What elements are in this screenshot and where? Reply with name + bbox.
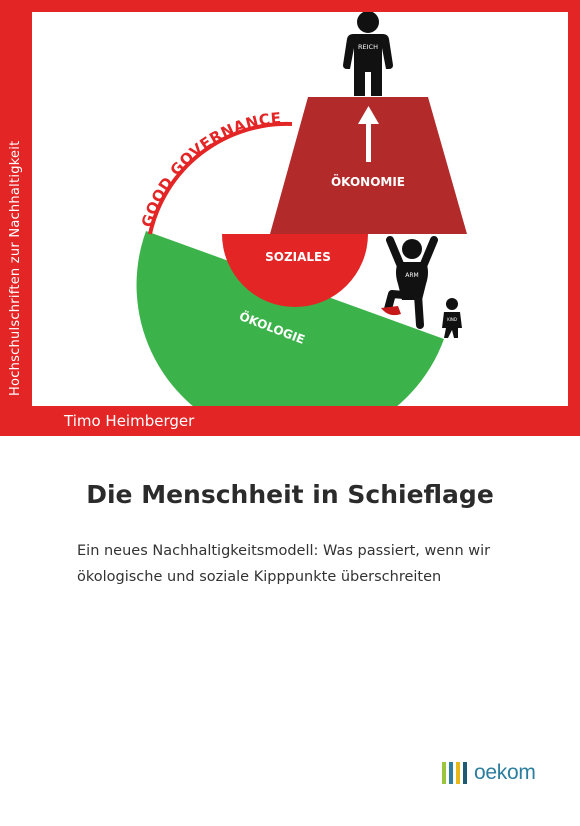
governance-label: GOOD GOVERNANCE: [137, 108, 283, 230]
person-rich-icon: [343, 12, 393, 96]
book-title: Die Menschheit in Schieflage: [86, 480, 494, 509]
logo-bar-icon: [456, 762, 460, 784]
sustainability-model-illustration: [32, 12, 568, 406]
child-icon: [442, 298, 462, 338]
subtitle-line: Ein neues Nachhaltigkeitsmodell: Was passiert, wenn wir: [77, 543, 491, 559]
logo-bar-icon: [463, 762, 467, 784]
soziales-label: SOZIALES: [265, 250, 331, 264]
poor-label: ARM: [405, 272, 419, 279]
logo-bar-icon: [442, 762, 446, 784]
subtitle-line: ökologische und soziale Kipppunkte überschreiten: [77, 569, 442, 585]
publisher-logo: [442, 762, 536, 784]
book-subtitle: [77, 538, 517, 590]
publisher-name: oekom: [474, 761, 536, 784]
right-red-border: [568, 0, 580, 436]
logo-bar-icon: [449, 762, 453, 784]
oekonomie-label: ÖKONOMIE: [330, 175, 406, 189]
child-label: KIND: [447, 317, 457, 322]
series-title: Hochschulschriften zur Nachhaltigkeit: [8, 140, 23, 396]
oekologie-label: ÖKOLOGIE: [237, 309, 307, 347]
top-red-border: [0, 0, 580, 12]
rich-label: REICH: [358, 43, 378, 51]
author-name: Timo Heimberger: [64, 412, 195, 430]
person-poor-icon: [381, 239, 434, 325]
